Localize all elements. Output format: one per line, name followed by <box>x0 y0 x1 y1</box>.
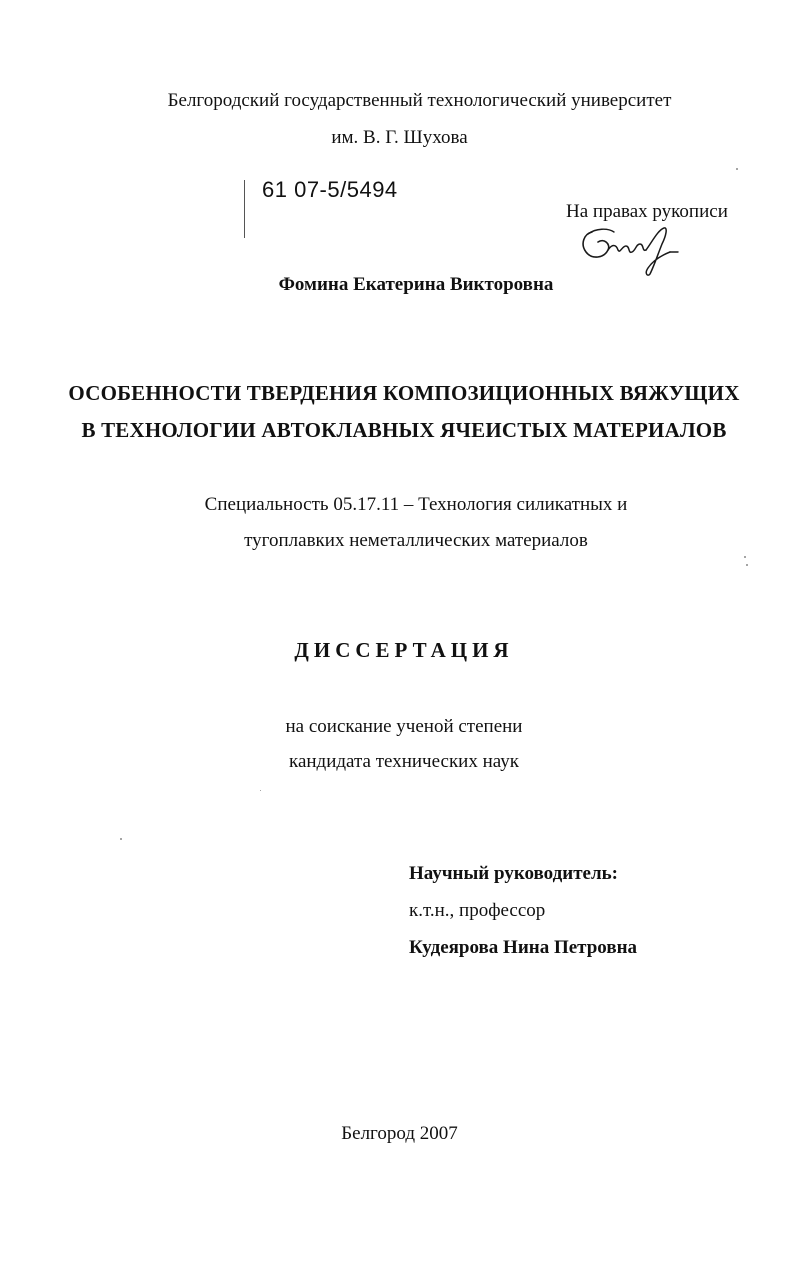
supervisor-name: Кудеярова Нина Петровна <box>409 937 638 958</box>
signature-icon <box>578 222 688 278</box>
supervisor-label: Научный руководитель: <box>409 863 618 884</box>
degree-line-2: кандидата технических наук <box>289 751 519 772</box>
scan-speck <box>260 790 261 791</box>
scan-speck <box>120 838 122 840</box>
registry-number: 61 07-5/5494 <box>262 177 398 202</box>
specialty-line-1: Специальность 05.17.11 – Технология силикатных и <box>204 494 628 515</box>
scan-speck <box>736 168 738 170</box>
manuscript-rights-label: На правах рукописи <box>566 201 728 222</box>
document-type-heading: ДИССЕРТАЦИЯ <box>294 638 514 662</box>
city-year: Белгород 2007 <box>341 1123 458 1144</box>
university-line: Белгородский государственный технологический университет <box>167 90 672 111</box>
scan-speck <box>744 556 746 558</box>
dissertation-title-line-2: В ТЕХНОЛОГИИ АВТОКЛАВНЫХ ЯЧЕИСТЫХ МАТЕРИАЛОВ <box>81 418 727 442</box>
specialty-line-2: тугоплавких неметаллических материалов <box>244 530 588 551</box>
margin-mark <box>244 180 245 238</box>
university-name-line: им. В. Г. Шухова <box>331 127 468 148</box>
scan-speck <box>746 564 748 566</box>
degree-line-1: на соискание ученой степени <box>285 716 523 737</box>
author-name: Фомина Екатерина Викторовна <box>278 274 554 295</box>
supervisor-title: к.т.н., профессор <box>409 900 546 921</box>
dissertation-title-line-1: ОСОБЕННОСТИ ТВЕРДЕНИЯ КОМПОЗИЦИОННЫХ ВЯЖУЩИХ <box>68 381 740 405</box>
